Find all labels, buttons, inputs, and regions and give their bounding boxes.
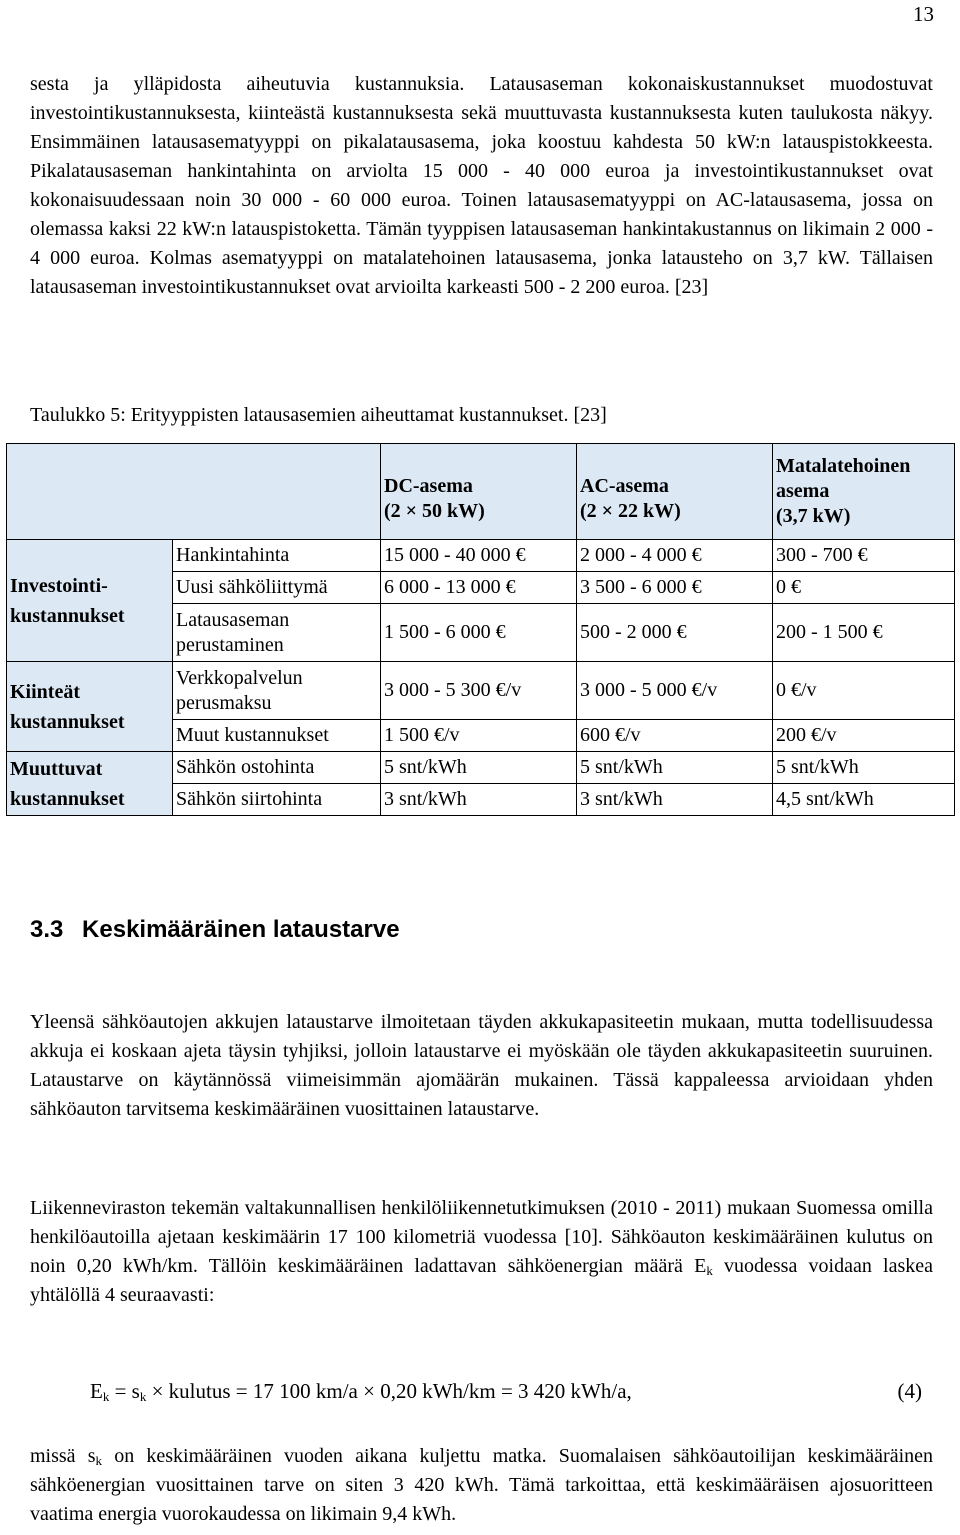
cell-low: 5 snt/kWh <box>773 752 955 784</box>
header-low-line3: (3,7 kW) <box>776 505 851 527</box>
equation-4 <box>90 1379 930 1404</box>
header-low-line2: asema <box>776 480 830 502</box>
section-title: Keskimääräinen lataustarve <box>82 916 400 943</box>
cell-low: 200 €/v <box>773 720 955 752</box>
row-label: Latausaseman perustaminen <box>173 604 381 662</box>
page-number: 13 <box>913 2 934 26</box>
header-ac <box>577 444 773 540</box>
cell-low: 4,5 snt/kWh <box>773 784 955 816</box>
paragraph-mileage <box>30 1194 933 1310</box>
table-row <box>7 540 955 572</box>
cell-ac: 600 €/v <box>577 720 773 752</box>
row-label: Verkkopalvelun perusmaksu <box>173 662 381 720</box>
table-caption: Taulukko 5: Erityyppisten latausasemien aiheuttamat kustannukset. [23] <box>30 404 607 426</box>
row-label: Muut kustannukset <box>173 720 381 752</box>
cell-ac: 3 snt/kWh <box>577 784 773 816</box>
cell-low: 0 € <box>773 572 955 604</box>
header-ac-power: (2 × 22 kW) <box>580 499 681 522</box>
category-variable: Muuttuvat kustannukset <box>7 752 173 816</box>
cell-dc: 3 snt/kWh <box>381 784 577 816</box>
cell-ac: 3 000 - 5 000 €/v <box>577 662 773 720</box>
cell-dc: 3 000 - 5 300 €/v <box>381 662 577 720</box>
header-dc <box>381 444 577 540</box>
paragraph-mileage-text-b: vuodessa voidaan laskea yhtälöllä 4 seuraavasti: <box>30 1255 933 1306</box>
header-low <box>773 444 955 540</box>
paragraph-conclusion <box>30 1442 933 1529</box>
section-number: 3.3 <box>30 916 64 943</box>
header-low-line1: Matalatehoinen <box>776 455 911 477</box>
cost-table <box>6 443 955 816</box>
cell-ac: 500 - 2 000 € <box>577 604 773 662</box>
cell-low: 200 - 1 500 € <box>773 604 955 662</box>
cell-dc: 5 snt/kWh <box>381 752 577 784</box>
equation-eq: = s <box>109 1379 140 1403</box>
header-dc-name: DC-asema <box>384 474 473 497</box>
cell-ac: 5 snt/kWh <box>577 752 773 784</box>
section-heading <box>30 916 400 944</box>
category-investment: Investointi- kustannukset <box>7 540 173 662</box>
cell-low: 300 - 700 € <box>773 540 955 572</box>
table-header-row <box>7 444 955 540</box>
cell-ac: 2 000 - 4 000 € <box>577 540 773 572</box>
row-label: Hankintahinta <box>173 540 381 572</box>
row-label: Uusi sähköliittymä <box>173 572 381 604</box>
table-row <box>7 662 955 720</box>
paragraph-conclusion-text-a: missä s <box>30 1445 96 1467</box>
equation-rest: × kulutus = 17 100 km/a × 0,20 kWh/km = 3 420 kWh/a, <box>146 1379 632 1403</box>
category-fixed: Kiinteät kustannukset <box>7 662 173 752</box>
subscript-k: k <box>706 1263 713 1278</box>
table-row <box>7 752 955 784</box>
paragraph-charging-need: Yleensä sähköautojen akkujen lataustarve ilmoitetaan täyden akkukapasiteetin mukaan, mutta todellisuudessa akkuja ei koskaan ajeta täysin tyhjiksi, jolloin lataustarve ei myöskään ole täyden akkukapasiteetin suuruinen. Lataustarve on käytännössä viimeisimmän ajomäärän mukainen. Tässä kappaleessa arvioidaan yhden sähköauton tarvitsema keskimääräinen vuosittainen lataustarve. <box>30 1011 933 1120</box>
equation-number: (4) <box>897 1379 922 1403</box>
header-dc-power: (2 × 50 kW) <box>384 499 485 522</box>
paragraph-mileage-text-a: Liikenneviraston tekemän valtakunnallisen henkilöliikennetutkimuksen (2010 - 2011) mukaan Suomessa omilla henkilöautoilla ajetaan keskimäärin 17 100 kilometriä vuodessa [10]. Sähköauton keskimääräinen kulutus on noin 0,20 kWh/km. Tällöin keskimääräinen ladattavan sähköenergian määrä E <box>30 1197 933 1277</box>
header-empty-cell <box>7 444 381 540</box>
cell-low: 0 €/v <box>773 662 955 720</box>
row-label: Sähkön ostohinta <box>173 752 381 784</box>
paragraph-conclusion-text-b: on keskimääräinen vuoden aikana kuljettu matka. Suomalaisen sähköautoilijan keskimääräinen sähköenergian vuosittainen tarve on siten 3 420 kWh. Tämä tarkoittaa, että keskimääräisen ajosuoritteen vaatima energia vuorokaudessa on likimain 9,4 kWh. <box>30 1445 933 1525</box>
cell-ac: 3 500 - 6 000 € <box>577 572 773 604</box>
equation-lhs: E <box>90 1379 103 1403</box>
cell-dc: 1 500 €/v <box>381 720 577 752</box>
row-label: Sähkön siirtohinta <box>173 784 381 816</box>
header-ac-name: AC-asema <box>580 474 669 497</box>
subscript-k: k <box>95 1453 103 1468</box>
equation-lhs-sub: k <box>102 1389 110 1404</box>
cell-dc: 1 500 - 6 000 € <box>381 604 577 662</box>
cell-dc: 15 000 - 40 000 € <box>381 540 577 572</box>
equation-s-sub: k <box>139 1389 147 1404</box>
cell-dc: 6 000 - 13 000 € <box>381 572 577 604</box>
paragraph-intro: sesta ja ylläpidosta aiheutuvia kustannuksia. Latausaseman kokonaiskustannukset muodostuvat investointikustannuksesta, kiinteästä kustannuksesta sekä muuttuvasta kustannuksesta kuten taulukosta näkyy. Ensimmäinen latausasematyyppi on pikalatausasema, joka koostuu kahdesta 50 kW:n latauspistokkeesta. Pikalatausaseman hankintahinta on arviolta 15 000 - 40 000 euroa ja investointikustannukset ovat kokonaisuudessaan noin 30 000 - 60 000 euroa. Toinen latausasematyyppi on AC-latausasema, jossa on olemassa kaksi 22 kW:n latauspistoketta. Tämän tyyppisen latausaseman hankintakustannus on likimain 2 000 - 4 000 euroa. Kolmas asematyyppi on matalatehoinen latausasema, jonka latausteho on 3,7 kW. Tällaisen latausaseman investointikustannukset ovat arvioilta karkeasti 500 - 2 200 euroa. [23] <box>30 73 933 298</box>
